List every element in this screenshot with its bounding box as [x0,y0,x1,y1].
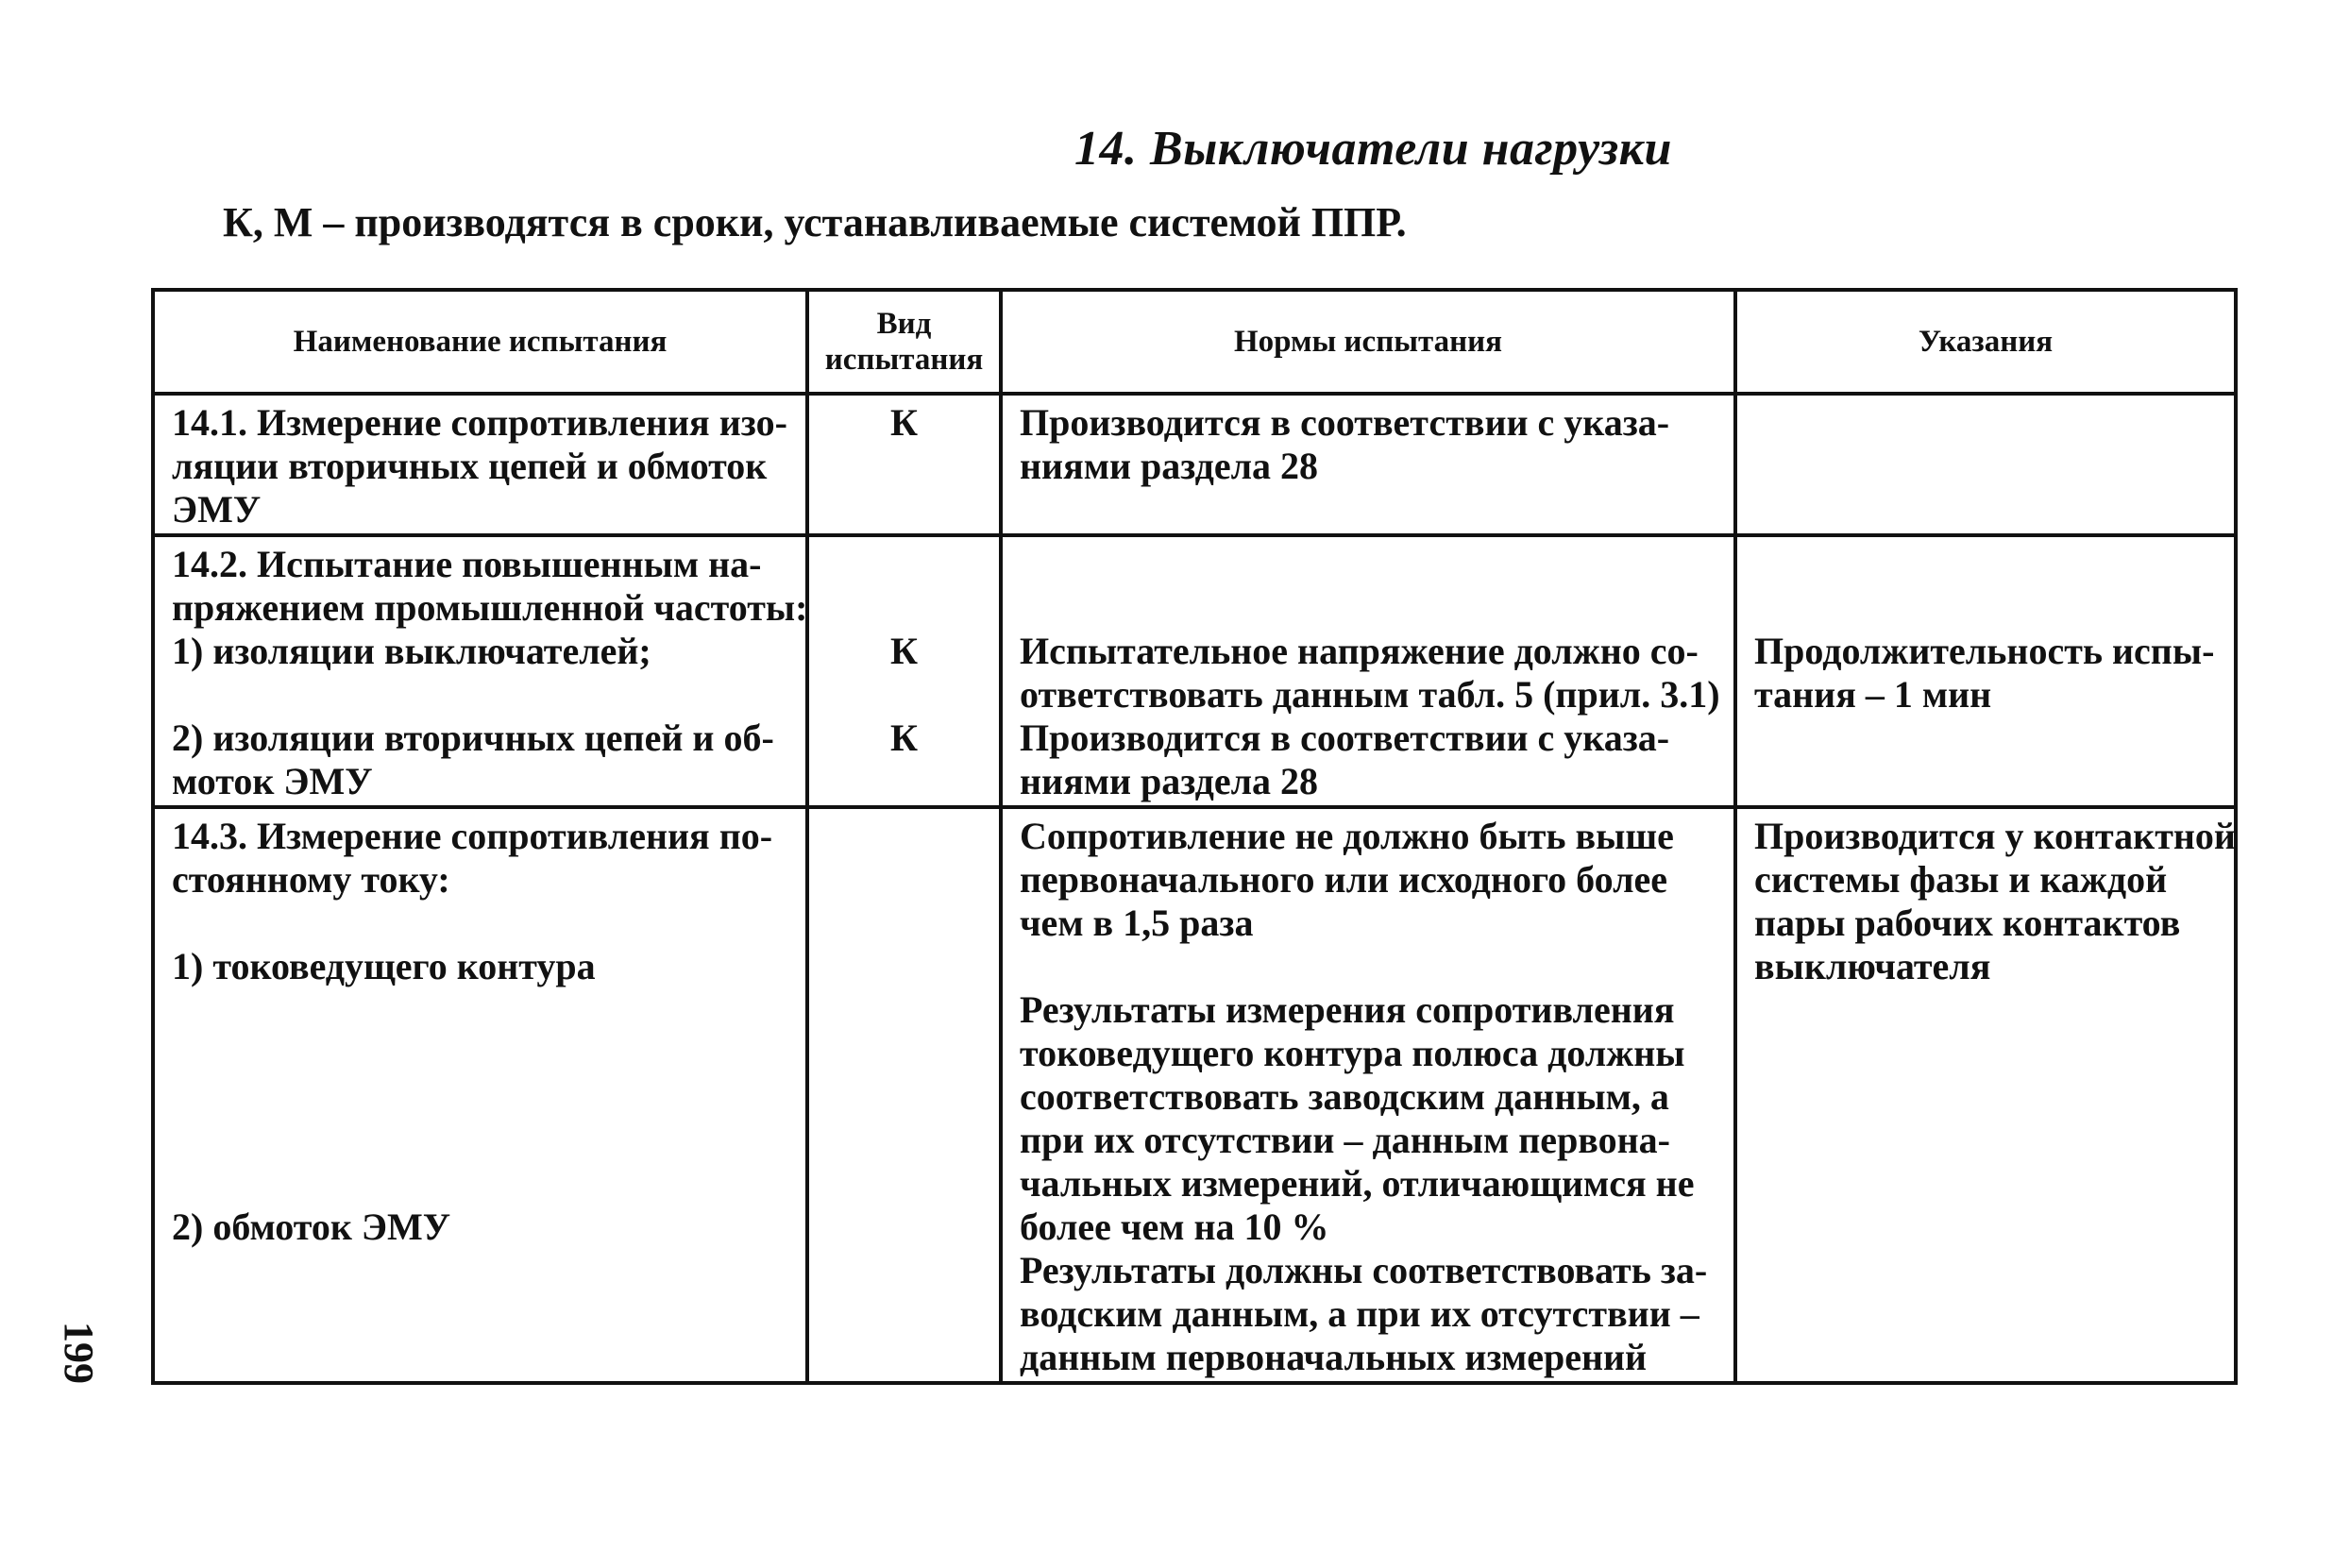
text-line: Производится у контактной [1754,815,2236,857]
text-line: ниями раздела 28 [1020,760,1319,802]
text-line: данным первоначальных измерений [1020,1336,1648,1378]
text-line: ляции вторичных цепей и обмоток [172,445,768,487]
header-test-norms: Нормы испытания [1001,290,1735,394]
spacer [1754,543,2221,630]
header-test-name: Наименование испытания [153,290,807,394]
text-line: ЭМУ [172,488,262,531]
table-row [153,394,2236,535]
kind-item-1: К [889,630,918,672]
spacer [1020,945,1720,988]
text-line: пары рабочих контактов [1754,902,2181,944]
table-header-row [153,290,2236,394]
text-line: 1) токоведущего контура [172,945,596,987]
text-line: Сопротивление не должно быть выше [1020,815,1674,857]
cell-notes [1735,535,2236,807]
spacer [1020,543,1720,630]
cell-notes [1735,807,2236,1383]
spacer [813,543,995,630]
text-line: чальных измерений, отличающимся не [1020,1162,1695,1205]
text-line: ответствовать данным табл. 5 (прил. 3.1) [1020,673,1720,716]
cell-test-kind [807,535,1001,807]
text-line: более чем на 10 % [1020,1206,1329,1248]
cell-test-name [153,807,807,1383]
cell-test-norms [1001,394,1735,535]
cell-test-kind [807,807,1001,1383]
section-title: 14. Выключатели нагрузки [1074,122,1672,176]
text-line: Производится в соответствии с указа- [1020,401,1670,444]
table-row [153,807,2236,1383]
header-test-kind-line-1: Вид [876,307,932,341]
text-line: чем в 1,5 раза [1020,902,1254,944]
text-line: соответствовать заводским данным, а [1020,1075,1669,1118]
test-norms-table [151,288,2238,1385]
table-row [153,535,2236,807]
header-notes: Указания [1735,290,2236,394]
cell-notes [1735,394,2236,535]
header-test-kind [807,290,1001,394]
text-line: пряжением промышленной частоты: [172,586,808,629]
text-line: 2) обмоток ЭМУ [172,1206,451,1248]
spacer [172,902,792,945]
spacer [172,988,792,1206]
cell-test-name [153,394,807,535]
header-test-kind-line-2: испытания [824,343,984,377]
text-line: 14.1. Измерение сопротивления изо- [172,401,787,444]
text-line: 2) изоляции вторичных цепей и об- [172,717,774,759]
text-line: первоначального или исходного более [1020,858,1668,901]
cell-test-name [153,535,807,807]
text-line: при их отсутствии – данным первона- [1020,1119,1671,1161]
cell-test-norms [1001,807,1735,1383]
text-line: 14.2. Испытание повышенным на- [172,543,762,585]
text-line: Продолжительность испы- [1754,630,2215,672]
text-line: Результаты измерения сопротивления [1020,988,1675,1031]
text-line: 14.3. Измерение сопротивления по- [172,815,773,857]
section-intro: К, М – производятся в сроки, устанавливаемые системой ППР. [223,199,1407,245]
text-line: Производится в соответствии с указа- [1020,717,1670,759]
text-line: выключателя [1754,945,1991,987]
text-line: Испытательное напряжение должно со- [1020,630,1699,672]
kind-item-2: К [889,717,918,759]
text-line: водским данным, а при их отсутствии – [1020,1292,1699,1335]
spacer [172,1249,792,1336]
page-number: 199 [56,1322,102,1384]
spacer [172,673,792,717]
text-line: Результаты должны соответствовать за- [1020,1249,1708,1291]
text-line: тания – 1 мин [1754,673,1992,716]
text-line: стоянному току: [172,858,450,901]
text-line: моток ЭМУ [172,760,373,802]
spacer [813,673,995,717]
text-line: 1) изоляции выключателей; [172,630,651,672]
text-line: системы фазы и каждой [1754,858,2168,901]
cell-test-kind: К [807,394,1001,535]
text-line: токоведущего контура полюса должны [1020,1032,1685,1074]
cell-test-norms [1001,535,1735,807]
text-line: ниями раздела 28 [1020,445,1319,487]
